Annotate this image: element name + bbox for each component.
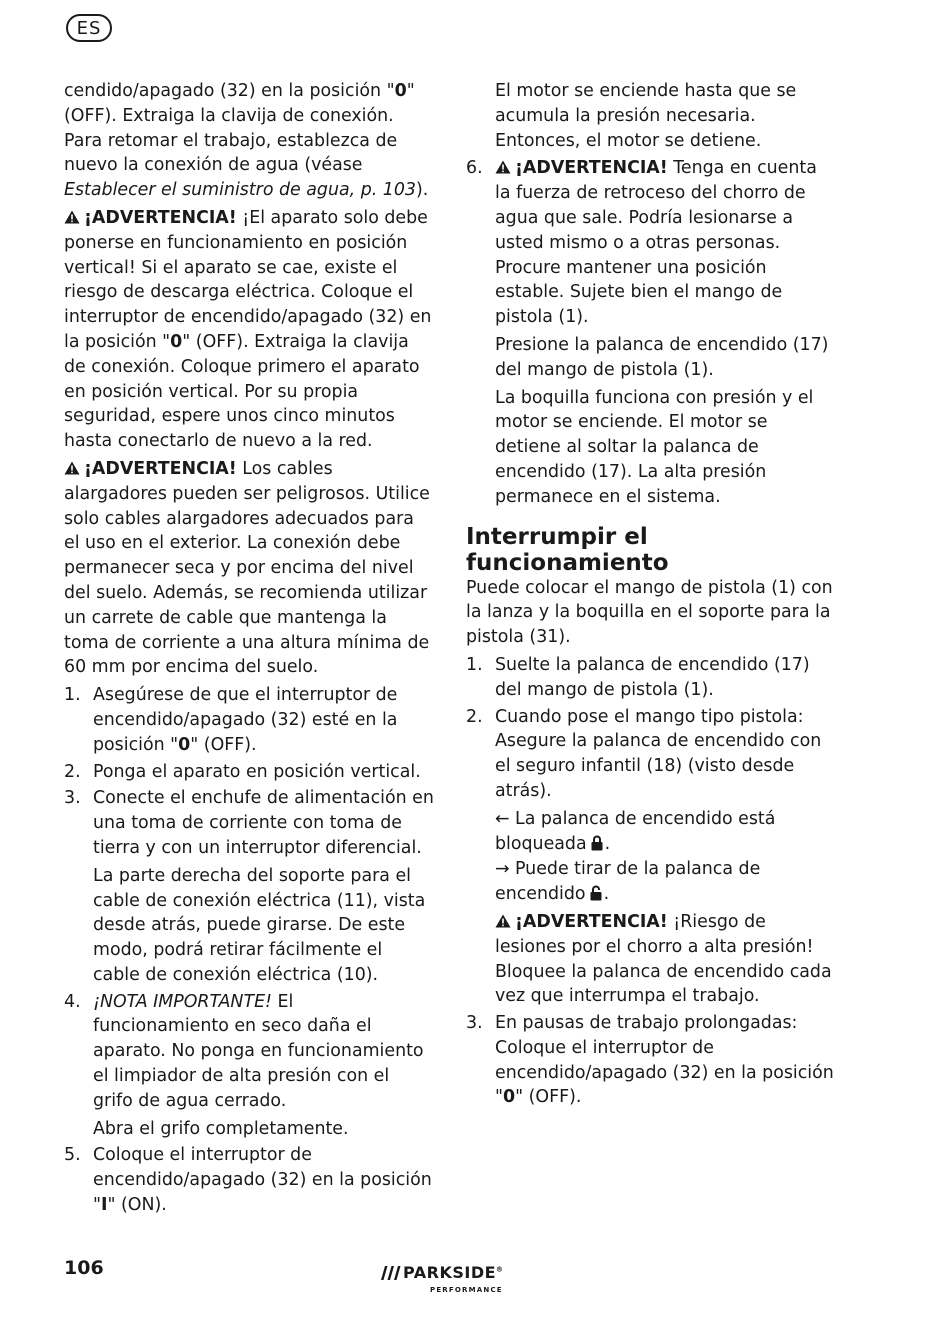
text: Cuando pose el mango tipo pistola: Asegure la palanca de encendido con el seguro infantil (18) (visto desde atrás). (495, 706, 822, 801)
arrow-right-icon: → (495, 859, 510, 880)
locked-state-line (495, 807, 836, 857)
text: " (OFF). Extraiga la clavija de conexión. Para retomar el trabajo, establezca de nuevo la conexión de agua (véase (64, 81, 415, 176)
warning-extension-cables (64, 457, 434, 680)
section-intro: Puede colocar el mango de pistola (1) con la lanza y la boquilla en el soporte para la pistola (31). (466, 577, 833, 648)
text: " (OFF). Extraiga la clavija de conexión. Coloque primero el aparato en posición vertical. Por su propia seguridad, espere unos cinco minutos hasta conectarlo de nuevo a la red. (64, 331, 420, 452)
text: Conecte el enchufe de alimentación en una toma de corriente con toma de tierra y con un interruptor diferencial. (93, 788, 434, 858)
lock-closed-icon (591, 835, 603, 851)
unlocked-state-line (495, 857, 836, 907)
step-number: 1. (466, 654, 483, 675)
text: Tenga en cuenta la fuerza de retroceso del chorro de agua que sale. Podría lesionarse a usted mismo o a otras personas. Procure mantener una posición estable. Sujete bien el mango de pistola (1). (495, 158, 817, 328)
warning-triangle-icon (64, 210, 80, 224)
step-number: 4. (64, 991, 81, 1012)
warning-triangle-icon (64, 461, 80, 475)
paragraph-continued (64, 79, 434, 203)
registered-mark: ® (496, 1265, 504, 1274)
text: " (OFF). (190, 734, 257, 755)
interrupt-step-2 (466, 705, 836, 1010)
warning-triangle-icon (495, 160, 511, 174)
step-2 (64, 760, 434, 785)
section-heading: Interrumpir el funcionamiento (466, 523, 669, 576)
left-column (64, 79, 434, 1220)
switch-position-off: 0 (170, 331, 183, 352)
step-number: 3. (466, 1013, 483, 1034)
warning-title: ¡ADVERTENCIA! (515, 158, 668, 179)
text: " (OFF). (515, 1087, 582, 1108)
steps-list (64, 683, 434, 1218)
arrow-left-icon: ← (495, 808, 510, 829)
step-note: La parte derecha del soporte para el cable de conexión eléctrica (11), vista desde atrás, puede girarse. De este modo, podrá retirar fácilmente el cable de conexión eléctrica (10). (93, 865, 426, 985)
text: Asegúrese de que el interruptor de encendido/apagado (32) esté en la posición " (93, 685, 398, 755)
step-note: La boquilla funciona con presión y el motor se enciende. El motor se detiene al soltar la palanca de encendido (17). La alta presión permanece en el sistema. (495, 387, 814, 507)
important-note-label: ¡NOTA IMPORTANTE! (93, 991, 273, 1012)
step-note: Abra el grifo completamente. (93, 1118, 349, 1139)
step-4 (64, 990, 434, 1142)
brand-subline: PERFORMANCE (430, 1286, 503, 1294)
step-3 (64, 786, 434, 987)
step-6 (466, 156, 836, 509)
text: Suelte la palanca de encendido (17) del mango de pistola (1). (495, 654, 810, 700)
text: ¡El aparato solo debe ponerse en funcionamiento en posición vertical! Si el aparato se cae, existe el riesgo de descarga eléctrica. Coloque el interruptor de encendido/apagado (32) en la posición " (64, 207, 432, 352)
step-number: 6. (466, 158, 483, 179)
brand-stripes-icon (378, 1265, 402, 1281)
interrupt-step-3 (466, 1011, 836, 1110)
step-note: Presione la palanca de encendido (17) del mango de pistola (1). (495, 334, 829, 380)
brand-word: PARKSIDE (403, 1263, 497, 1282)
switch-position-off: 0 (503, 1087, 516, 1108)
steps-list-continued (466, 156, 836, 509)
step-5 (64, 1143, 434, 1217)
interrupt-step-1 (466, 653, 836, 703)
step-number: 2. (466, 706, 483, 727)
step-number: 5. (64, 1145, 81, 1166)
warning-title: ¡ADVERTENCIA! (84, 458, 237, 479)
text: . (604, 833, 611, 854)
text: La palanca de encendido está bloqueada (495, 808, 776, 854)
warning-title: ¡ADVERTENCIA! (515, 911, 668, 932)
text: . (603, 884, 610, 905)
step-1 (64, 683, 434, 757)
text: En pausas de trabajo prolongadas: Coloque el interruptor de encendido/apagado (32) en la posición " (495, 1013, 834, 1108)
language-code: ES (76, 17, 102, 39)
interrupt-steps-list (466, 653, 836, 1110)
switch-position-off: 0 (394, 81, 407, 101)
step-number: 3. (64, 788, 81, 809)
brand-name (403, 1263, 504, 1282)
language-badge (66, 14, 112, 42)
text: Coloque el interruptor de encendido/apagado (32) en la posición " (93, 1145, 432, 1216)
text: Puede tirar de la palanca de encendido (495, 859, 761, 905)
text: cendido/apagado (32) en la posición " (64, 81, 395, 101)
step-number: 2. (64, 761, 81, 782)
switch-position-on: I (101, 1195, 108, 1216)
warning-title: ¡ADVERTENCIA! (84, 207, 237, 228)
text: Ponga el aparato en posición vertical. (93, 761, 421, 782)
cross-reference: Establecer el suministro de agua, p. 103 (64, 180, 416, 201)
step-5-continued: El motor se enciende hasta que se acumula la presión necesaria. Entonces, el motor se detiene. (495, 81, 797, 151)
text: El funcionamiento en seco daña el aparato. No ponga en funcionamiento el limpiador de alta presión con el grifo de agua cerrado. (93, 991, 424, 1111)
text: ). (415, 180, 429, 201)
text: " (ON). (107, 1195, 167, 1216)
step-number: 1. (64, 685, 81, 706)
warning-high-pressure (495, 910, 836, 1009)
switch-position-off: 0 (178, 734, 191, 755)
warning-triangle-icon (495, 914, 511, 928)
right-column (466, 79, 836, 1112)
parkside-logo (378, 1262, 528, 1298)
text: ¡Riesgo de lesiones por el chorro a alta presión! Bloquee la palanca de encendido cada vez que interrumpa el trabajo. (495, 911, 832, 1007)
page-number: 106 (64, 1257, 104, 1279)
text: Los cables alargadores pueden ser peligrosos. Utilice solo cables alargadores adecuados para el uso en el exterior. La conexión debe permanecer seca y por encima del nivel del suelo. Además, se recomienda utilizar un carrete de cable que mantenga la toma de corriente a una altura mínima de 60 mm por encima del suelo. (64, 458, 430, 678)
lock-open-icon (590, 885, 602, 901)
warning-vertical-position (64, 206, 434, 454)
